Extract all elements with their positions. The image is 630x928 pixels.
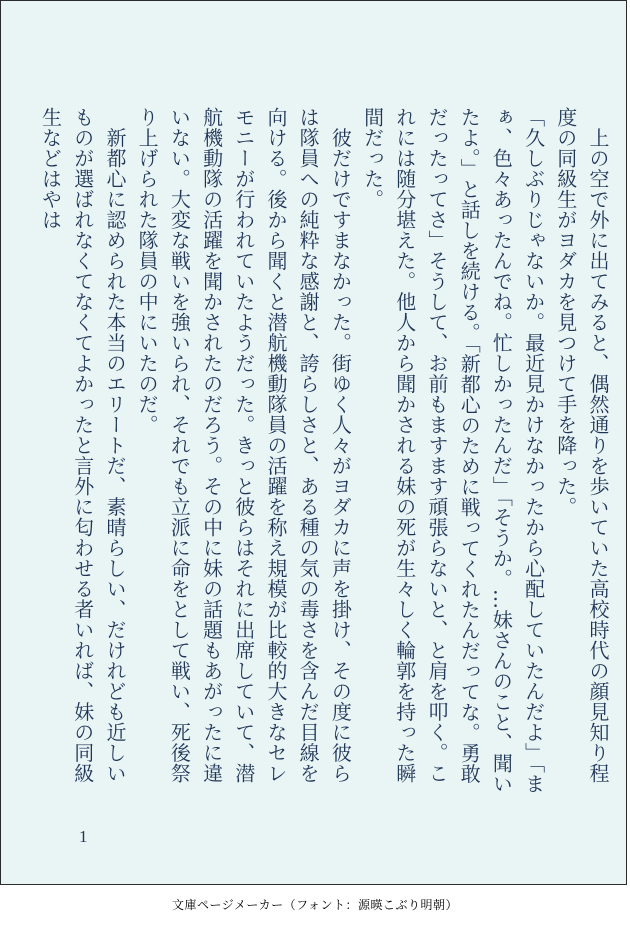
footer-credit: 文庫ページメーカー（フォント：源暎こぶり明朝） — [171, 898, 459, 912]
page-number: 1 — [79, 827, 88, 846]
paragraph-3: 彼だけですまなかった。街ゆく人々がヨダカに声を掛け、その度に彼らは隊員への純粋な感謝と、誇らしさと、ある種の気の毒さを含んだ目線を向ける。後から聞くと潜航機動隊員の活躍を称え規模が比較的大きなセレモニーが行われていたようだった。きっと彼らはそれに出席していて、潜航機動隊の活躍を聞かされたのだろう。その中に妹の話題もあがったに違いない。大変な戦いを強いられ、それでも立派に命をとして戦い、死後祭り上げられた隊員の中にいたのだ。 — [135, 107, 353, 784]
paragraph-1: 上の空で外に出てみると、偶然通りを歩いていた高校時代の顔見知り程度の同級生がヨダカを見つけて手を降った。 — [553, 107, 610, 784]
vertical-body-text — [34, 107, 614, 797]
paragraph-2: 「久しぶりじゃないか。最近見かけなかったから心配していたんだよ」「まぁ、色々あったんでね。忙しかったんだ」「そうか。…妹さんのこと、聞いたよ。」と話しを続ける。「新都心のために戦ってくれたんだってな。勇敢だったってさ」そうして、お前もますます頑張らないと、と肩を叩く。これには随分堪えた。他人から聞かされる妹の死が生々しく輪郭を持った瞬間だった。 — [360, 107, 546, 794]
paragraph-4: 新都心に認められた本当のエリートだ、素晴らしい、だけれども近しいものが選ばれなくてなくてよかったと言外に匂わせる者いれば、妹の同級生などはやは — [38, 107, 127, 784]
